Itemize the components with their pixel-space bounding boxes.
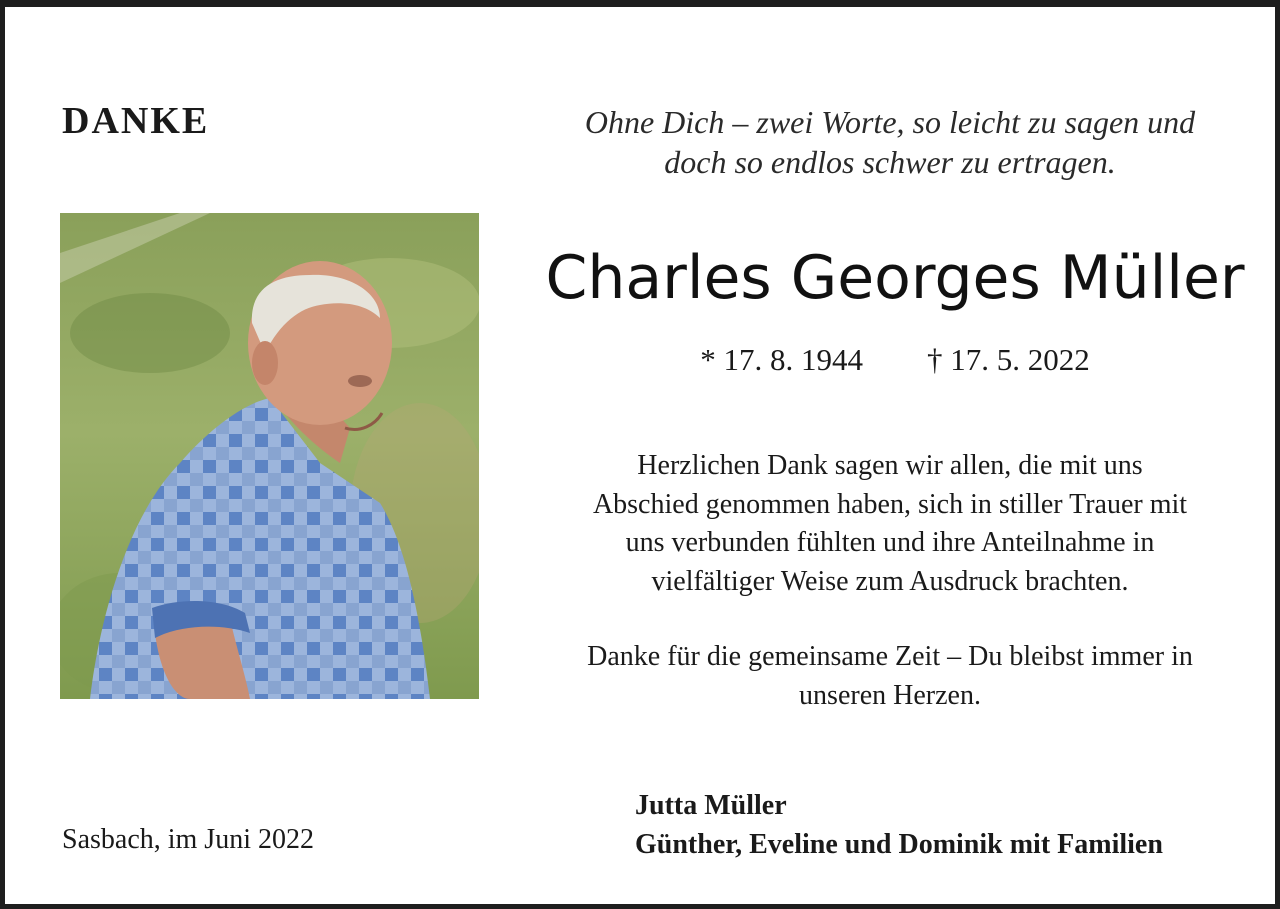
thanks-message: [535, 447, 1245, 601]
message-line: Abschied genommen haben, sich in stiller Trauer mit: [592, 488, 1188, 520]
message-line: Herzlichen Dank sagen wir allen, die mit uns: [637, 450, 1143, 481]
birth-date: * 17. 8. 1944: [700, 342, 863, 377]
message-line: uns verbunden fühlten und ihre Anteilnahme in: [625, 527, 1155, 558]
quote: [535, 102, 1245, 182]
closing-message: [535, 638, 1245, 715]
quote-line: doch so endlos schwer zu ertragen.: [664, 144, 1116, 180]
signer-line: Günther, Eveline und Dominik mit Familien: [635, 828, 1163, 860]
message-line: unseren Herzen.: [799, 679, 981, 711]
quote-line: Ohne Dich – zwei Worte, so leicht zu sagen und: [584, 104, 1196, 140]
signers: [635, 787, 1163, 864]
death-date: † 17. 5. 2022: [927, 342, 1090, 377]
message-line: Danke für die gemeinsame Zeit – Du bleibst immer in: [587, 641, 1193, 672]
life-dates: [545, 342, 1245, 378]
portrait-photo: [60, 213, 479, 699]
portrait-illustration: [60, 213, 479, 699]
place-date: Sasbach, im Juni 2022: [62, 824, 314, 855]
message-line: vielfältiger Weise zum Ausdruck brachten.: [651, 565, 1129, 597]
signer-line: Jutta Müller: [635, 790, 787, 821]
heading-danke: DANKE: [62, 100, 210, 142]
deceased-name: Charles Georges Müller: [545, 243, 1245, 313]
